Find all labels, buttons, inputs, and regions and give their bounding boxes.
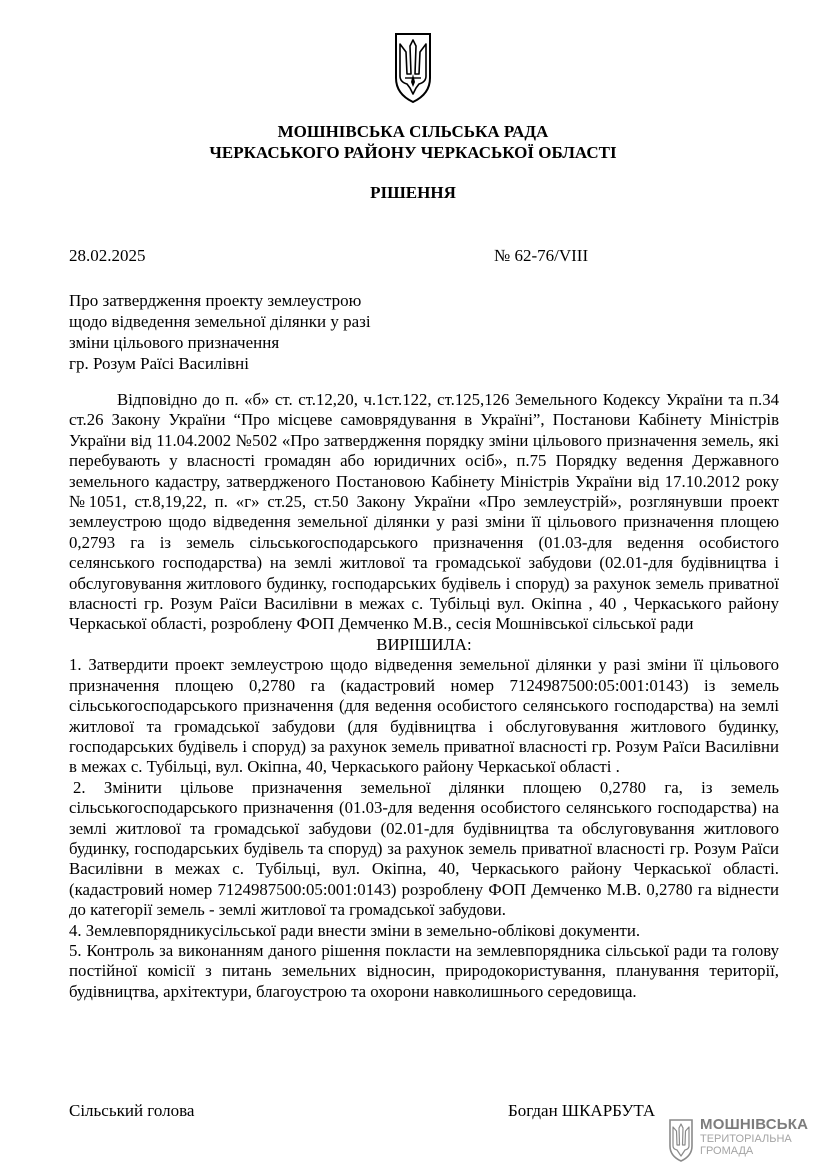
decision-subject bbox=[69, 290, 371, 374]
council-name: МОШНІВСЬКА СІЛЬСЬКА РАДА bbox=[277, 122, 549, 141]
preamble-paragraph: Відповідно до п. «б» ст. ст.12,20, ч.1ст.122, ст.125,126 Земельного Кодексу України та п.34 ст.26 Закону України “Про місцеве самоврядування в Україні”, Постанови Кабінету Міністрів України від 11.04.2002 №502 «Про затвердження порядку зміни цільового призначення земель, які перебувають у власності громадян або юридичних осіб», п.75 Порядку ведення Державного земельного кадастру, затвердженого Постановою Кабінету Міністрів України від 17.10.2012 року №1051, ст.8,19,22, п. «г» ст.25, ст.50 Закону України «Про землеустрій», розглянувши проект землеустрою щодо відведення земельної ділянки у разі зміни її цільового призначення площею 0,2793 га із земель сільськогосподарського призначення (01.03-для ведення особистого селянського господарства) на землі житлової та громадської забудови (02.01-для будівництва і обслуговування житлового будинку, господарських будівель і споруд) за рахунок земель приватної власності гр. Розум Раїси Василівни в межах с. Тубільці вул. Окіпна , 40 , Черкаського району Черкаської області, розроблену ФОП Демченко М.В., сесія Мошнівської сільської ради bbox=[69, 390, 779, 634]
resolved-heading: ВИРІШИЛА: bbox=[376, 634, 472, 654]
decision-body bbox=[69, 390, 779, 1002]
decision-date: 28.02.2025 bbox=[69, 246, 146, 265]
subject-line: щодо відведення земельної ділянки у разі bbox=[69, 312, 371, 331]
watermark-subtitle: ТЕРИТОРІАЛЬНА bbox=[700, 1133, 792, 1145]
resolution-item-4: 4. Землевпорядникусільської ради внести зміни в земельно-облікові документи. bbox=[69, 920, 641, 940]
resolution-item-1: 1. Затвердити проект землеустрою щодо відведення земельної ділянки у разі зміни її цільового призначення площею 0,2780 га (кадастровий номер 7124987500:05:001:0143) із земель сільськогосподарського призначення (для ведення особистого селянського господарства) на землі житлової та громадської забудови (для будівництва і обслуговування житлового будинку, господарських будівель і споруд) за рахунок земель приватної власності гр. Розум Раїси Василівни в межах с. Тубільці, вул. Окіпна, 40, Черкаського району Черкаської області . bbox=[69, 655, 779, 777]
community-watermark bbox=[668, 1115, 818, 1165]
resolution-item-2: 2. Змінити цільове призначення земельної ділянки площею 0,2780 га, із земель сільськогосподарського призначення (01.03-для ведення особистого селянського господарства) на землі житлової та громадської забудови (02.01-для будівництва та обслуговування житлового будинку, господарських будівель та споруд) за рахунок земель приватної власності гр. Розум Раїси Василівни в межах с. Тубільці, вул. Окіпна, 40, Черкаського району Черкаської області. (кадастровий номер 7124987500:05:001:0143) розроблену ФОП Демченко М.В. 0,2780 га віднести до категорії земель - землі житлової та громадської забудови. bbox=[69, 777, 779, 920]
trident-shield-icon bbox=[668, 1118, 694, 1162]
watermark-subtitle: ГРОМАДА bbox=[700, 1145, 754, 1157]
subject-line: зміни цільового призначення bbox=[69, 333, 280, 352]
decision-number: № 62-76/VIII bbox=[494, 246, 589, 265]
signer-position: Сільський голова bbox=[69, 1101, 195, 1120]
resolution-item-5: 5. Контроль за виконанням даного рішення покласти на землевпорядника сільської ради та голову постійної комісії з питань земельних відносин, природокористування, планування території, будівництва, архітектури, благоустрою та охорони навколишнього середовища. bbox=[69, 940, 779, 1001]
subject-line: Про затвердження проекту землеустрою bbox=[69, 291, 362, 310]
document-type-heading: РІШЕННЯ bbox=[370, 183, 456, 202]
signer-name: Богдан ШКАРБУТА bbox=[508, 1101, 656, 1120]
district-region-name: ЧЕРКАСЬКОГО РАЙОНУ ЧЕРКАСЬКОЇ ОБЛАСТІ bbox=[209, 143, 617, 162]
coat-of-arms-trident-icon bbox=[393, 30, 433, 104]
subject-line: гр. Розум Раїсі Василівні bbox=[69, 354, 249, 373]
watermark-title: МОШНІВСЬКА bbox=[700, 1116, 809, 1133]
